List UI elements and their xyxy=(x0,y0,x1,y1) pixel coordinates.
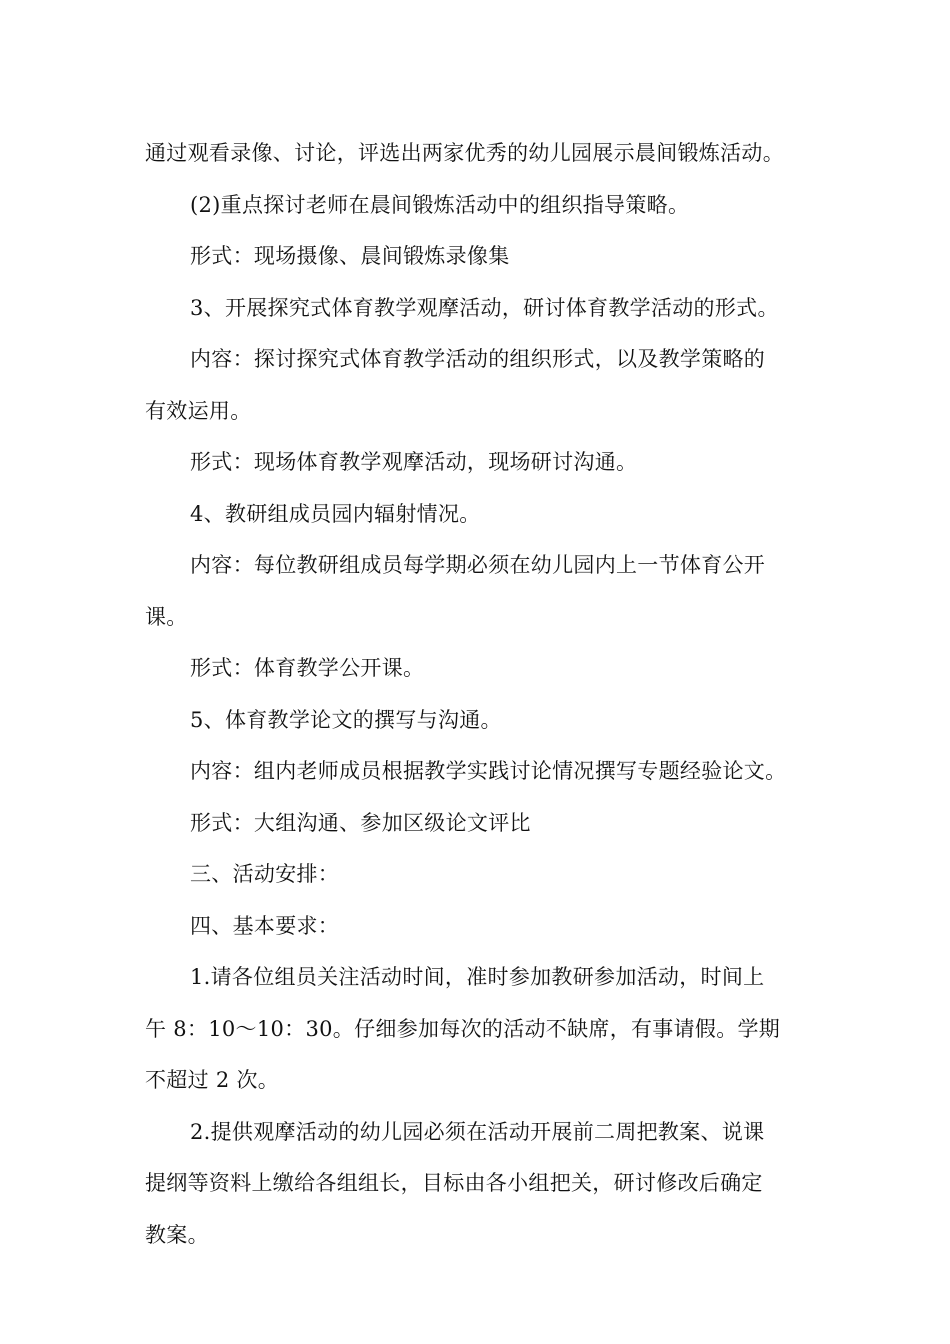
section-heading: 四、基本要求： xyxy=(190,913,340,938)
text-line: 提纲等资料上缴给各组组长，目标由各小组把关，研讨修改后确定 xyxy=(145,1171,763,1195)
text-line: 形式：现场摄像、晨间锻炼录像集 xyxy=(190,244,510,268)
text-line: 形式：现场体育教学观摩活动，现场研讨沟通。 xyxy=(190,450,638,474)
text-line: 内容：探讨探究式体育教学活动的组织形式，以及教学策略的 xyxy=(190,347,766,371)
document-body xyxy=(145,128,810,1261)
text-line: 1.请各位组员关注活动时间，准时参加教研参加活动，时间上 xyxy=(190,965,765,989)
text-line: 2.提供观摩活动的幼儿园必须在活动开展前二周把教案、说课 xyxy=(190,1119,765,1144)
text-line: 不超过 2 次。 xyxy=(145,1068,280,1092)
section-heading: 三、活动安排： xyxy=(190,862,340,886)
text-line: 5、体育教学论文的撰写与沟通。 xyxy=(190,707,502,732)
text-line: 课。 xyxy=(145,604,188,629)
text-line: 内容：组内老师成员根据教学实践讨论情况撰写专题经验论文。 xyxy=(190,759,787,783)
text-line: 有效运用。 xyxy=(145,398,252,423)
text-line: 通过观看录像、讨论，评选出两家优秀的幼儿园展示晨间锻炼活动。 xyxy=(145,141,784,165)
text-line: (2)重点探讨老师在晨间锻炼活动中的组织指导策略。 xyxy=(190,192,690,217)
text-line: 4、教研组成员园内辐射情况。 xyxy=(190,501,481,526)
text-line: 形式：体育教学公开课。 xyxy=(190,656,425,680)
text-line: 午 8：10～10：30。仔细参加每次的活动不缺席，有事请假。学期 xyxy=(145,1016,781,1041)
text-line: 3、开展探究式体育教学观摩活动，研讨体育教学活动的形式。 xyxy=(190,295,779,320)
text-line: 内容：每位教研组成员每学期必须在幼儿园内上一节体育公开 xyxy=(190,553,766,577)
text-line: 形式：大组沟通、参加区级论文评比 xyxy=(190,810,531,835)
text-line: 教案。 xyxy=(145,1222,209,1247)
